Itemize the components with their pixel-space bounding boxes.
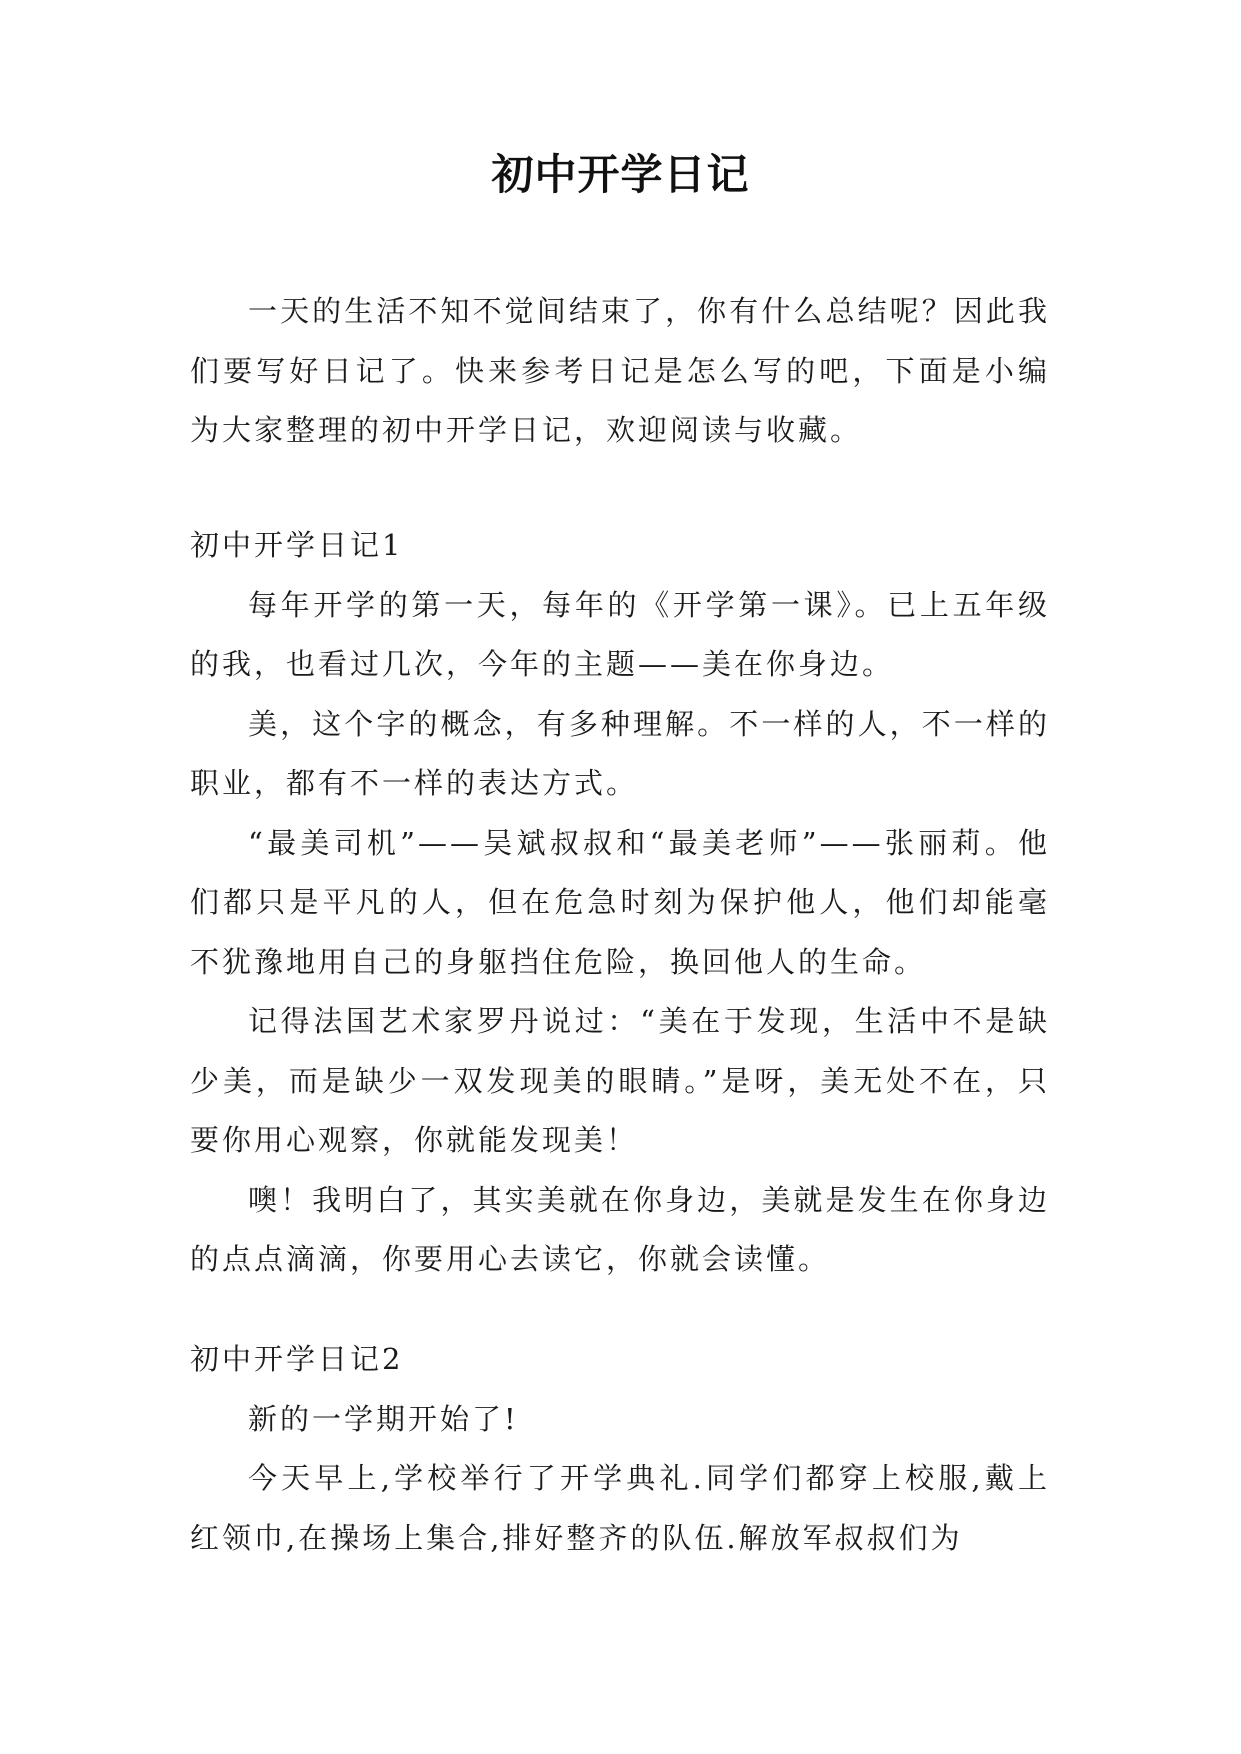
intro-block	[190, 282, 1050, 461]
section-paragraph: “最美司机”——吴斌叔叔和“最美老师”——张丽莉。他们都只是平凡的人，但在危急时刻为保护他人，他们却能毫不犹豫地用自己的身躯挡住危险，换回他人的生命。	[190, 825, 1050, 979]
section-paragraph: 今天早上,学校举行了开学典礼.同学们都穿上校服,戴上红领巾,在操场上集合,排好整齐的队伍.解放军叔叔们为	[190, 1461, 1050, 1555]
section-paragraph: 美，这个字的概念，有多种理解。不一样的人，不一样的职业，都有不一样的表达方式。	[190, 706, 1050, 800]
intro-paragraph: 一天的生活不知不觉间结束了，你有什么总结呢？因此我们要写好日记了。快来参考日记是怎么写的吧，下面是小编为大家整理的初中开学日记，欢迎阅读与收藏。	[190, 294, 1050, 447]
diary-section-2	[190, 1330, 1050, 1568]
section-heading: 初中开学日记1	[190, 528, 404, 562]
section-paragraph: 记得法国艺术家罗丹说过：“美在于发现，生活中不是缺少美，而是缺少一双发现美的眼睛。”是呀，美无处不在，只要你用心观察，你就能发现美！	[190, 1004, 1050, 1157]
diary-section-1	[190, 516, 1050, 1290]
section-heading: 初中开学日记2	[190, 1342, 404, 1376]
section-paragraph: 噢！我明白了，其实美就在你身边，美就是发生在你身边的点点滴滴，你要用心去读它，你就会读懂。	[190, 1182, 1050, 1276]
section-paragraph: 新的一学期开始了!	[248, 1401, 519, 1436]
section-paragraph: 每年开学的第一天，每年的《开学第一课》。已上五年级的我，也看过几次，今年的主题——美在你身边。	[190, 587, 1050, 681]
document-title: 初中开学日记	[491, 150, 750, 199]
